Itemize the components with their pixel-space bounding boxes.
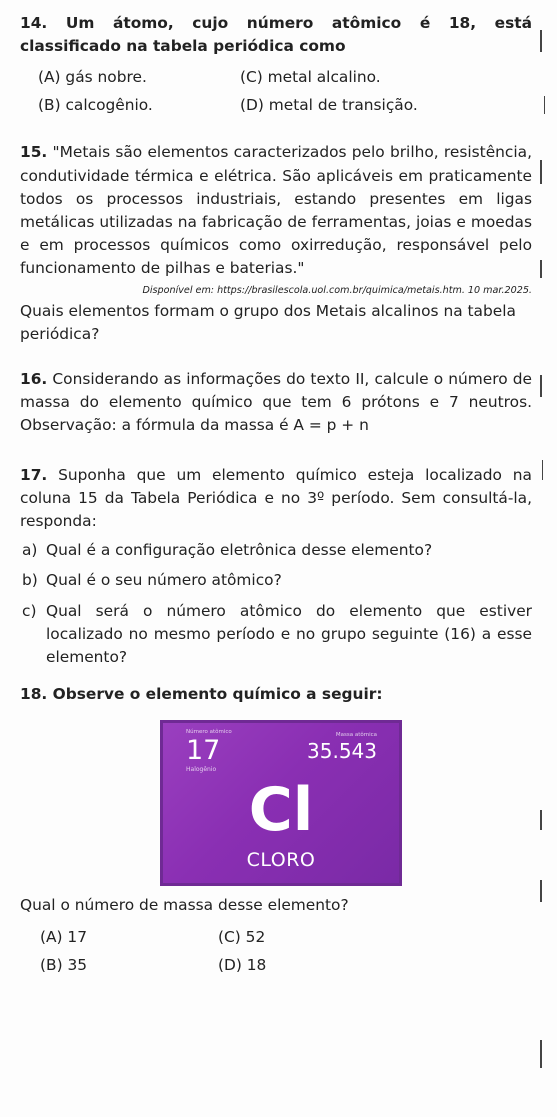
margin-mark bbox=[540, 160, 542, 184]
option-b[interactable]: (B) calcogênio. bbox=[38, 96, 153, 115]
question-18 bbox=[20, 683, 532, 975]
element-card-chlorine bbox=[160, 720, 402, 886]
margin-mark bbox=[540, 260, 542, 278]
item-text: Qual será o número atômico do elemento que estiver localizado no mesmo período e no grupo seguinte (16) a esse elemento? bbox=[46, 601, 532, 667]
question-14-number: 14. bbox=[20, 14, 48, 32]
question-15-number: 15. bbox=[20, 143, 48, 162]
question-18-statement: Observe o elemento químico a seguir: bbox=[52, 685, 383, 704]
atomic-number: 17 bbox=[186, 735, 221, 767]
question-17-text bbox=[20, 464, 532, 534]
question-14-text bbox=[20, 12, 532, 58]
question-17 bbox=[20, 464, 532, 670]
question-17-item-c bbox=[22, 600, 532, 670]
margin-mark bbox=[540, 30, 542, 52]
margin-mark bbox=[540, 880, 542, 902]
element-category: Halogênio bbox=[186, 766, 217, 774]
question-16-number: 16. bbox=[20, 370, 48, 389]
margin-mark bbox=[544, 96, 545, 114]
source-citation: Disponível em: https://brasilescola.uol.com.br/quimica/metais.htm. 10 mar.2025. bbox=[142, 284, 532, 296]
option-a[interactable]: (A) 17 bbox=[40, 927, 88, 946]
margin-mark bbox=[540, 375, 542, 397]
item-label: a) bbox=[22, 541, 38, 560]
question-15-quote: "Metais são elementos caracterizados pelo brilho, resistência, condutividade térmica e elétrica. São aplicáveis em praticamente todos os processos industriais, estando presentes em ligas metálicas utilizadas na fabricação de ferramentas, joias e moedas e em processos químicos como oxirredução, responsável pelo funcionamento de pilhas e baterias." bbox=[20, 143, 532, 278]
question-16-text bbox=[20, 368, 532, 438]
question-14-statement: Um átomo, cujo número atômico é 18, está classificado na tabela periódica como bbox=[20, 14, 533, 56]
atomic-mass-caption: Massa atômica bbox=[335, 732, 377, 739]
margin-mark bbox=[542, 460, 543, 480]
question-18-number: 18. bbox=[20, 685, 48, 704]
question-16 bbox=[20, 368, 532, 438]
question-14 bbox=[20, 12, 532, 116]
option-d[interactable]: (D) metal de transição. bbox=[240, 96, 418, 115]
question-17-number: 17. bbox=[20, 465, 48, 484]
option-d[interactable]: (D) 18 bbox=[218, 955, 267, 974]
question-15-quote-paragraph bbox=[20, 141, 532, 280]
question-15 bbox=[20, 141, 532, 346]
question-17-item-b bbox=[22, 569, 532, 592]
option-b[interactable]: (B) 35 bbox=[40, 955, 88, 974]
atomic-number-caption: Número atômico bbox=[186, 729, 232, 736]
item-label: b) bbox=[22, 571, 38, 590]
item-label: c) bbox=[22, 601, 37, 620]
question-17-item-a bbox=[22, 539, 532, 562]
question-17-items bbox=[22, 539, 532, 669]
item-text: Qual é o seu número atômico? bbox=[46, 571, 282, 590]
question-17-statement: Suponha que um elemento químico esteja localizado na coluna 15 da Tabela Periódica e no 3º período. Sem consultá-la, responda: bbox=[20, 465, 532, 531]
margin-mark bbox=[540, 1040, 542, 1068]
option-c[interactable]: (C) metal alcalino. bbox=[240, 68, 381, 87]
element-name: CLORO bbox=[246, 849, 316, 872]
question-14-options bbox=[38, 66, 532, 116]
question-18-options bbox=[40, 926, 532, 976]
option-c[interactable]: (C) 52 bbox=[218, 927, 266, 946]
question-15-question: Quais elementos formam o grupo dos Metais alcalinos na tabela periódica? bbox=[20, 301, 516, 343]
question-18-text bbox=[20, 683, 532, 706]
right-margin-marks bbox=[538, 0, 557, 1117]
atomic-mass: 35.543 bbox=[307, 739, 377, 764]
option-a[interactable]: (A) gás nobre. bbox=[38, 68, 147, 87]
question-18-question: Qual o número de massa desse elemento? bbox=[20, 896, 349, 915]
question-16-statement: Considerando as informações do texto II, calcule o número de massa do elemento químico que tem 6 prótons e 7 neutros. Observação: a fórmula da massa é A = p + n bbox=[20, 370, 532, 435]
item-text: Qual é a configuração eletrônica desse elemento? bbox=[46, 541, 433, 560]
margin-mark bbox=[540, 810, 542, 830]
element-symbol: Cl bbox=[248, 775, 314, 846]
questions-column bbox=[20, 12, 532, 976]
